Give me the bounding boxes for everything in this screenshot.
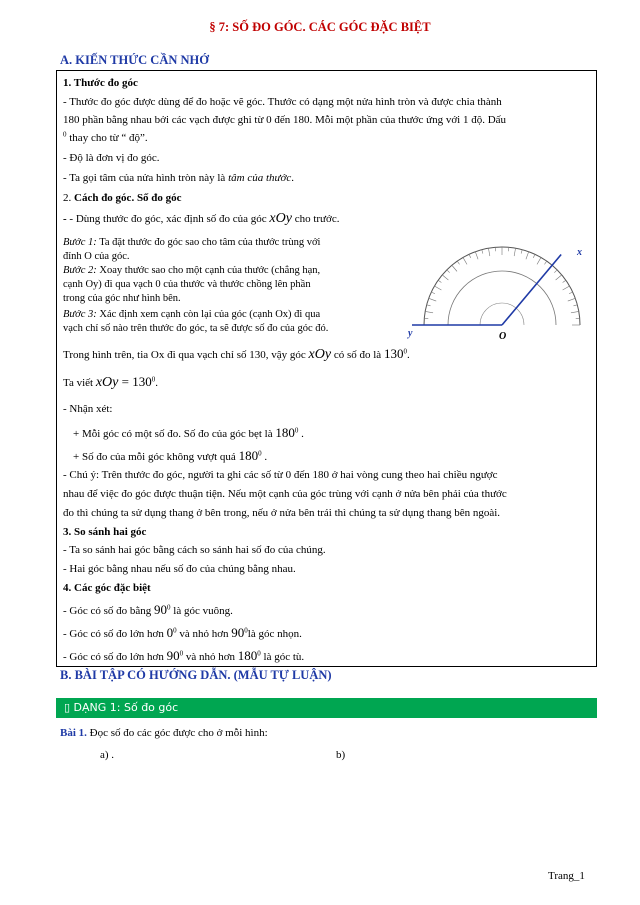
label-o: O (499, 331, 507, 342)
s2-remark2: + Số đo của mỗi góc không vượt quá $180^0$ . (73, 448, 268, 463)
protractor-figure (402, 237, 592, 345)
protractor-tick (526, 252, 529, 260)
protractor-tick (544, 261, 546, 264)
knowledge-box (56, 70, 597, 667)
protractor-tick (425, 311, 433, 312)
protractor-tick (438, 280, 441, 282)
s2-note-a: - Chú ý: Trên thước đo góc, người ta ghi các số từ 0 đến 180 ở hai vòng cung theo hai chiều ngược (63, 469, 498, 481)
step2-line3: trong của góc như hình bên. (63, 293, 181, 304)
section-b-heading: B. BÀI TẬP CÓ HƯỚNG DẪN. (MẪU TỰ LUẬN) (60, 668, 332, 682)
step2-line2: cạnh Oy) đi qua vạch 0 của thước và thước chồng lên phần (63, 279, 311, 290)
s1-p1b: 180 phần bằng nhau bởi các vạch được ghi từ 0 đến 180. Mỗi một phần của thước ứng với 1 độ. Dấu (63, 114, 507, 126)
protractor-tick (569, 292, 573, 294)
exercise-1-part-a: a) . (100, 749, 115, 761)
s2-result: Trong hình trên, tia Ox đi qua vạch chỉ số 130, vậy góc xOy có số đo là $130^0$. (63, 346, 410, 362)
s4-heading: 4. Các góc đặc biệt (63, 582, 151, 594)
protractor-tick (457, 261, 459, 264)
label-y: y (408, 328, 413, 339)
protractor-tick (571, 311, 579, 312)
type-1-banner: ▯ DẠNG 1: Số đo góc (56, 698, 597, 718)
protractor-tick (573, 305, 577, 306)
protractor-tick (488, 248, 489, 256)
page-title: § 7: SỐ ĐO GÓC. CÁC GÓC ĐẶC BIỆT (209, 20, 431, 34)
s1-heading: 1. Thước đo góc (63, 77, 138, 89)
s2-note-c: đo thì chúng ta sử dụng thang ở bên trong, nếu ở nửa bên trái thì chúng ta sử dụng thang bên ngoài. (63, 507, 501, 519)
protractor-tick (563, 286, 570, 290)
s2-heading: 2. Cách đo góc. Số đo góc (63, 192, 182, 204)
exercise-1: Bài 1. Đọc số đo các góc được cho ở mỗi hình: (60, 727, 268, 739)
protractor-tick (563, 280, 566, 282)
protractor-tick (463, 257, 467, 264)
s2-note-b: nhau để việc đo góc được thuận tiện. Nếu một cạnh của góc trùng với cạnh ở nửa bên phải của thước (63, 488, 507, 500)
protractor-tick (556, 275, 562, 280)
protractor-tick (427, 305, 431, 306)
protractor-tick (469, 254, 471, 258)
protractor-tick (429, 298, 437, 301)
s1-p2: - Độ là đơn vị đo góc. (63, 152, 160, 164)
s4-obtuse-angle: - Góc có số đo lớn hơn $90^0$ và nhỏ hơn $180^0$ là góc tù. (63, 648, 305, 663)
protractor-tick (475, 252, 478, 260)
step3-line2: vạch chỉ số nào trên thước đo góc, ta sẽ được số đo của góc đó. (63, 323, 329, 334)
step1-line1: Bước 1: Ta đặt thước đo góc sao cho tâm của thước trùng với (63, 237, 321, 248)
s3-p2: - Hai góc bằng nhau nếu số đo của chúng bằng nhau. (63, 563, 296, 575)
s3-p1: - Ta so sánh hai góc bằng cách so sánh hai số đo của chúng. (63, 544, 326, 556)
s3-heading: 3. So sánh hai góc (63, 526, 147, 538)
s4-right-angle: - Góc có số đo bằng $90^0$ là góc vuông. (63, 602, 233, 617)
s2-remark1: + Mỗi góc có một số đo. Số đo của góc bẹt là $180^0$ . (73, 425, 304, 440)
protractor-tick (447, 270, 450, 273)
step2-line1: Bước 2: Xoay thước sao cho một cạnh của thước (chẳng hạn, (63, 265, 321, 276)
label-x: x (577, 247, 582, 258)
protractor-tick (537, 257, 541, 264)
page-footer: Trang_1 (548, 870, 585, 882)
step3-line1: Bước 3: Xác định xem cạnh còn lại của góc (cạnh Ox) đi qua (63, 309, 321, 320)
protractor-tick (514, 248, 515, 256)
protractor-tick (442, 275, 448, 280)
s2-p1: - - Dùng thước đo góc, xác định số đo của góc xOy cho trước. (63, 211, 340, 226)
protractor-tick (482, 250, 483, 254)
s4-acute-angle: - Góc có số đo lớn hơn $0^0$ và nhỏ hơn $90^0là$ góc nhọn. (63, 625, 302, 640)
protractor-tick (452, 265, 457, 271)
section-a-heading: A. KIẾN THỨC CẦN NHỚ (60, 53, 209, 67)
protractor-tick (533, 254, 535, 258)
s1-p1c: $^0$ thay cho từ “ độ”. (63, 130, 148, 144)
protractor-tick (431, 292, 435, 294)
protractor-tick (434, 286, 441, 290)
exercise-1-part-b: b) (336, 749, 346, 761)
step1-line2: đỉnh O của góc. (63, 251, 130, 262)
s2-remark: - Nhận xét: (63, 403, 113, 415)
ray-ox (502, 255, 561, 325)
s1-p3: - Ta gọi tâm của nửa hình tròn này là tâm của thước. (63, 172, 295, 184)
s2-write: Ta viết xOy = $130^0$. (63, 374, 158, 390)
protractor-tick (568, 298, 576, 301)
protractor-tick (521, 250, 522, 254)
protractor-tick (554, 270, 557, 273)
s1-p1a: - Thước đo góc được dùng để đo hoặc vẽ góc. Thước có dạng một nửa hình tròn và được chia thành (63, 96, 502, 108)
